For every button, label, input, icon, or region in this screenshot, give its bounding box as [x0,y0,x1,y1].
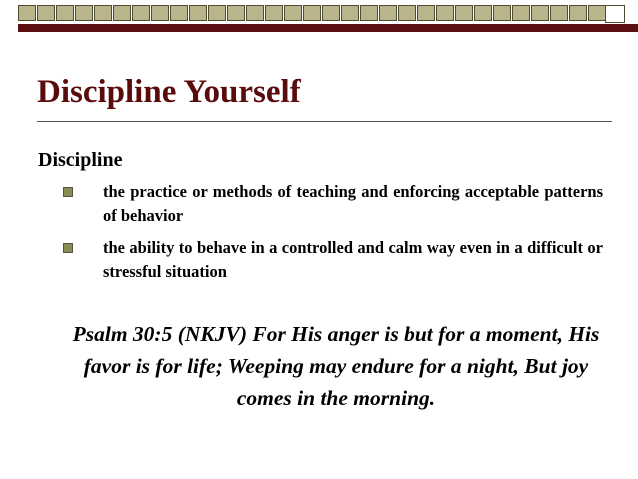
decorative-square [113,5,131,21]
decorative-square [75,5,93,21]
decorative-square [56,5,74,21]
title-underline [37,121,612,122]
decorative-square [151,5,169,21]
decorative-square [94,5,112,21]
decorative-square [341,5,359,21]
bullet-text: the ability to behave in a controlled and calm way even in a difficult or stressful situation [103,238,603,281]
decorative-square [455,5,473,21]
decorative-square [37,5,55,21]
square-bullet-icon [63,243,73,253]
decorative-square [531,5,549,21]
decorative-square [284,5,302,21]
decorative-square [379,5,397,21]
decorative-square [170,5,188,21]
decorative-square [303,5,321,21]
decorative-dark-bar [18,24,638,32]
decorative-square [360,5,378,21]
decorative-square [569,5,587,21]
bullet-text: the practice or methods of teaching and enforcing acceptable patterns of behavior [103,182,603,225]
decorative-square [550,5,568,21]
decorative-square [132,5,150,21]
decorative-square [265,5,283,21]
decorative-square [436,5,454,21]
section-heading: Discipline [38,149,123,171]
decorative-square [512,5,530,21]
decorative-square [493,5,511,21]
decorative-square [189,5,207,21]
decorative-square [322,5,340,21]
decorative-square [208,5,226,21]
list-item [63,180,603,228]
list-item [63,236,603,284]
decorative-square [18,5,36,21]
scripture-quote: Psalm 30:5 (NKJV) For His anger is but for a moment, His favor is for life; Weeping may endure for a night, But joy comes in the morning. [72,322,600,410]
decorative-square [474,5,492,21]
decorative-square [246,5,264,21]
decorative-end-square [605,5,625,23]
decorative-square [588,5,606,21]
decorative-square [227,5,245,21]
definition-list [63,180,603,292]
square-bullet-icon [63,187,73,197]
decorative-square [417,5,435,21]
decorative-square [398,5,416,21]
slide-title: Discipline Yourself [37,74,301,110]
decorative-header-band [0,0,638,36]
